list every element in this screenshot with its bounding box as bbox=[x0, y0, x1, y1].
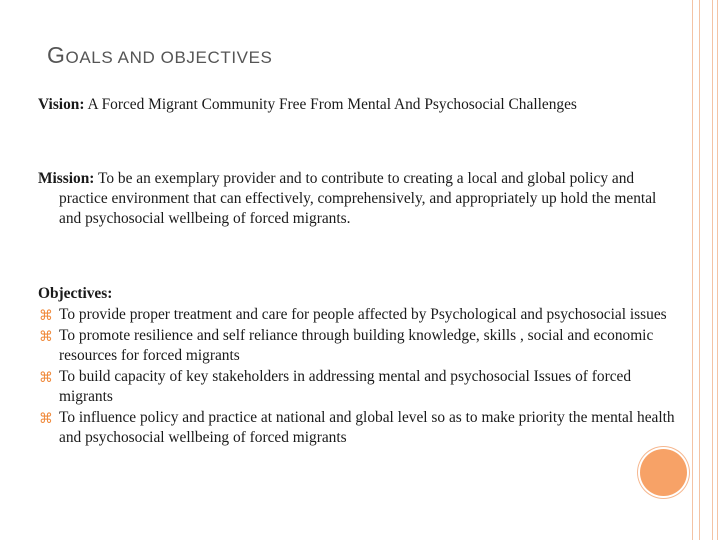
mission-section bbox=[38, 169, 678, 229]
mission-text: To be an exemplary provider and to contribute to creating a local and global policy and practice environment that can effectively, comprehensively, and appropriately up hold the mental and psychosocial wellbeing of forced migrants. bbox=[59, 170, 657, 227]
circled-x-bullet-icon: ⌘ bbox=[39, 370, 53, 386]
title-first-letter: G bbox=[47, 42, 66, 68]
list-item bbox=[38, 367, 678, 407]
decorative-line bbox=[699, 0, 700, 540]
list-item bbox=[38, 408, 678, 448]
circled-x-bullet-icon: ⌘ bbox=[39, 329, 53, 345]
objective-text: To provide proper treatment and care for people affected by Psychological and psychosocial issues bbox=[59, 306, 667, 323]
objectives-list bbox=[38, 305, 678, 448]
circled-x-bullet-icon: ⌘ bbox=[39, 411, 53, 427]
list-item bbox=[38, 326, 678, 366]
objective-text: To build capacity of key stakeholders in addressing mental and psychosocial Issues of forced migrants bbox=[59, 368, 632, 405]
objectives-heading: Objectives: bbox=[38, 285, 113, 302]
list-item bbox=[38, 305, 678, 325]
decorative-line bbox=[717, 0, 718, 540]
vision-label: Vision: bbox=[38, 96, 85, 113]
decorative-line bbox=[692, 0, 693, 540]
circled-x-bullet-icon: ⌘ bbox=[39, 308, 53, 324]
decorative-line bbox=[712, 0, 713, 540]
title-rest: OALS AND OBJECTIVES bbox=[65, 48, 273, 67]
objective-text: To influence policy and practice at national and global level so as to make priority the mental health and psychosocial wellbeing of forced migrants bbox=[59, 409, 675, 446]
mission-label: Mission: bbox=[38, 170, 95, 187]
slide-title bbox=[47, 42, 272, 69]
mission-paragraph bbox=[38, 169, 678, 229]
vision-paragraph bbox=[38, 95, 678, 115]
objective-text: To promote resilience and self reliance through building knowledge, skills , social and economic resources for forced migrants bbox=[59, 327, 654, 364]
vision-section bbox=[38, 95, 678, 115]
objectives-section bbox=[38, 284, 678, 449]
decorative-circle bbox=[640, 449, 687, 496]
vision-text: A Forced Migrant Community Free From Mental And Psychosocial Challenges bbox=[84, 96, 577, 113]
